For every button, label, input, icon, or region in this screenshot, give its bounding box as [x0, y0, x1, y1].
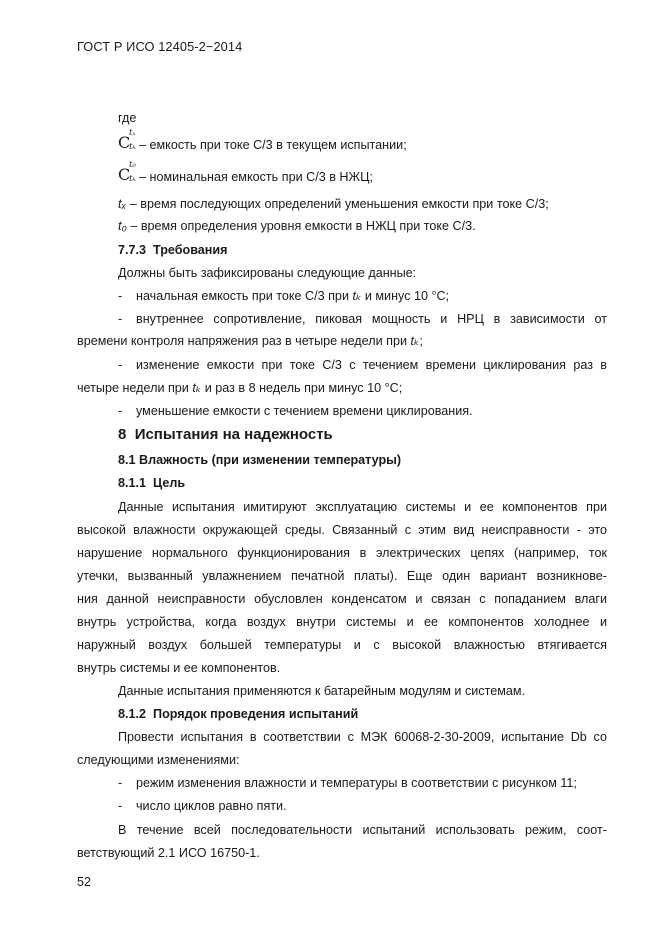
paragraph-line: ния данной неисправности обусловлен конденсатом и связан с попаданием влаги	[77, 592, 607, 606]
capacity-symbol-nominal: C t₀ tₖ	[118, 160, 136, 184]
paragraph-line: следующими изменениями:	[77, 753, 240, 767]
paragraph-line: ветствующий 2.1 ИСО 16750-1.	[77, 846, 260, 860]
paragraph-line: высокой влажности окружающей среды. Связанный с этим вид неисправности - это	[77, 523, 607, 537]
paragraph-line: внутрь системы и ее компонентов.	[77, 661, 281, 675]
list-item: - внутреннее сопротивление, пиковая мощность и НРЦ в зависимости от	[118, 312, 607, 326]
heading-8-1-1: 8.1.1 Цель	[118, 476, 186, 490]
paragraph-line: В течение всей последовательности испытаний использовать режим, соот-	[118, 823, 607, 837]
list-item: - начальная емкость при токе С/3 при tₖ и минус 10 °С;	[118, 289, 450, 303]
paragraph-line: Провести испытания в соответствии с МЭК 60068-2-30-2009, испытание Db со	[118, 730, 607, 744]
definition-t0: t₀ – время определения уровня емкости в НЖЦ при токе С/3.	[118, 219, 476, 233]
paragraph-line: Данные испытания имитируют эксплуатацию системы и ее компонентов при	[118, 500, 607, 514]
definition-capacity-current: C tₓ tₖ – емкость при токе С/3 в текущем испытании;	[118, 128, 407, 152]
paragraph-line: внутрь устройства, когда воздух внутри системы и ее компонентов холоднее и	[77, 615, 607, 629]
capacity-symbol-current: C tₓ tₖ	[118, 128, 136, 152]
list-item: - уменьшение емкости с течением времени циклирования.	[118, 404, 473, 418]
list-item: - режим изменения влажности и температуры в соответствии с рисунком 11;	[118, 776, 577, 790]
definition-capacity-nominal: C t₀ tₖ – номинальная емкость при С/3 в НЖЦ;	[118, 160, 373, 184]
requirements-intro: Должны быть зафиксированы следующие данные:	[118, 266, 417, 280]
heading-8-1: 8.1 Влажность (при изменении температуры)	[118, 453, 402, 467]
list-item: - число циклов равно пяти.	[118, 799, 287, 813]
list-item-continuation: четыре недели при tₖ и раз в 8 недель при минус 10 °С;	[77, 381, 403, 395]
page-number: 52	[77, 875, 92, 889]
heading-section-8: 8 Испытания на надежность	[118, 426, 333, 443]
document-header: ГОСТ Р ИСО 12405-2−2014	[77, 39, 243, 54]
paragraph-line: наружный воздух большей температуры и с высокой влажностью втягивается	[77, 638, 607, 652]
paragraph-line: нарушение нормального функционирования в электрических цепях (например, ток	[77, 546, 607, 560]
paragraph: Данные испытания применяются к батарейным модулям и системам.	[118, 684, 526, 698]
heading-7-7-3: 7.7.3 Требования	[118, 243, 228, 257]
where-label: где	[118, 111, 137, 125]
list-item-continuation: времени контроля напряжения раз в четыре недели при tₖ;	[77, 334, 423, 348]
list-item: - изменение емкости при токе С/3 с течением времени циклирования раз в	[118, 358, 607, 372]
paragraph-line: утечки, вызванный увлажнением печатной платы). Еще один вариант возникнове-	[77, 569, 607, 583]
heading-8-1-2: 8.1.2 Порядок проведения испытаний	[118, 707, 359, 721]
definition-tx: tₓ – время последующих определений уменьшения емкости при токе С/3;	[118, 197, 549, 211]
